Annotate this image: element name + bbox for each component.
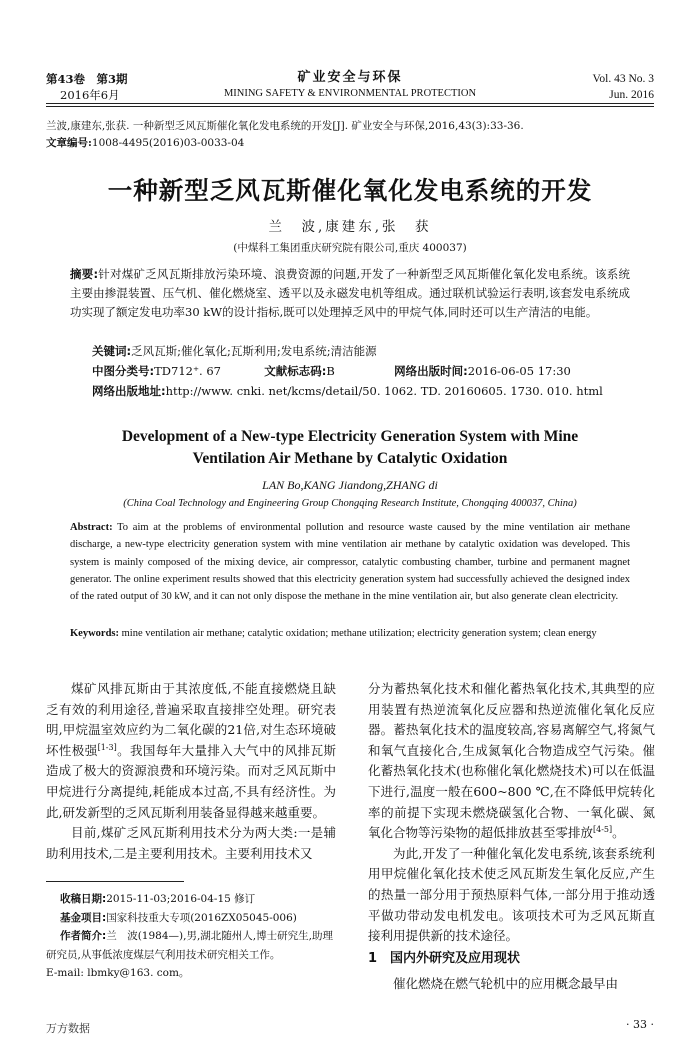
received-date: 收稿日期:2015-11-03;2016-04-15 修订 — [60, 893, 256, 905]
keywords-cn: 关键词:乏风瓦斯;催化氧化;瓦斯利用;发电系统;清洁能源 — [92, 344, 377, 358]
author-bio: 作者简介:兰 波(1984—),男,湖北随州人,博士研究生,助理研究员,从事低浓度煤层气利用技术研究相关工作。 — [46, 930, 333, 961]
citation-block — [46, 118, 656, 152]
body-column-right-continued — [368, 974, 655, 995]
online-url-line: 网络出版地址:http://www. cnki. net/kcms/detail/50. 1062. TD. 20160605. 1730. 010. html — [92, 384, 603, 398]
classification-line: 中图分类号:TD712⁺. 67 文献标志码:B 网络出版时间:2016-06-05 17:30 — [92, 364, 571, 378]
body-column-left — [46, 679, 336, 864]
header-volume-en — [593, 71, 654, 103]
online-url[interactable]: http://www. cnki. net/kcms/detail/50. 1062. TD. 20160605. 1730. 010. html — [165, 384, 603, 398]
header-rule-thin — [46, 106, 654, 107]
author-email[interactable]: E-mail: lbmky@163. com。 — [46, 967, 190, 979]
authors-en: LAN Bo,KANG Jiandong,ZHANG di — [262, 478, 438, 492]
date-en: Jun. 2016 — [609, 89, 654, 101]
footnote-rule — [46, 881, 184, 882]
volume-issue-cn: 第43卷 第3期 — [46, 72, 128, 86]
body-paragraph: 催化燃烧在燃气轮机中的应用概念最早由 — [393, 976, 619, 991]
abstract-en — [70, 519, 630, 605]
clc-number: TD712⁺. 67 — [154, 364, 221, 378]
title-en-line1: Development of a New-type Electricity Generation System with Mine — [121, 428, 579, 445]
volume-issue-en: Vol. 43 No. 3 — [592, 73, 654, 85]
title-cn: 一种新型乏风瓦斯催化氧化发电系统的开发 — [107, 176, 593, 205]
date-cn: 2016年6月 — [60, 88, 120, 102]
body-paragraph: 目前,煤矿乏风瓦斯利用技术分为两大类:一是辅助利用技术,二是主要利用技术。主要利用技术又 — [46, 825, 336, 861]
abstract-cn-label: 摘要: — [70, 267, 99, 281]
authors-cn: 兰 波,康建东,张 获 — [268, 219, 432, 235]
abstract-cn — [70, 265, 630, 322]
reference-mark[interactable]: [1-3] — [97, 742, 117, 752]
publish-time: 2016-06-05 17:30 — [467, 364, 571, 378]
article-number: 文章编号:1008-4495(2016)03-0033-04 — [46, 137, 245, 149]
body-column-right — [368, 679, 655, 947]
affiliation-cn: (中煤科工集团重庆研究院有限公司,重庆 400037) — [233, 242, 467, 254]
abstract-en-text: To aim at the problems of environmental pollution and resource waste caused by the mine ventilation air methane discharge, a new-type electricity generation system with mine ventilation air methane by catalytic oxidation was developed. This system is mainly composed of the mixing device, air compressor, catalytic combusting chamber, turbine and permanent magnet generator. The online experiment results showed that this electricity generation system had successfully achieved the designed index of the rated output of 30 kW, and it can not only dispose the methane in the mine ventilation air, but also generate clean electricity. — [70, 522, 630, 603]
journal-name-cn: 矿业安全与环保 — [297, 70, 403, 85]
section-heading-1: 1 国内外研究及应用现状 — [368, 951, 521, 966]
keywords-en: Keywords: mine ventilation air methane; catalytic oxidation; methane utilization; electricity generation system; clean energy — [70, 628, 597, 639]
abstract-cn-text: 针对煤矿乏风瓦斯排放污染环境、浪费资源的问题,开发了一种新型乏风瓦斯催化氧化发电系统。该系统主要由掺混装置、压气机、催化燃烧室、透平以及永磁发电机等组成。通过联机试验运行表明,该套发电系统成功实现了额定发电功率30 kW的设计指标,既可以处理掉乏风中的甲烷气体,同时还可以生产清洁的电能。 — [70, 267, 630, 319]
footnote — [46, 890, 336, 983]
watermark: 万方数据 — [46, 1022, 90, 1035]
affiliation-en: (China Coal Technology and Engineering Group Chongqing Research Institute, Chongqing 400037, China) — [123, 498, 577, 509]
document-code: B — [326, 364, 335, 378]
body-paragraph: 为此,开发了一种催化氧化发电系统,该套系统利用甲烷催化氧化技术使乏风瓦斯发生氧化反应,产生的热量一部分用于预热原料气体,一部分用于推动透平做功带动发电机发电。该项技术可为乏风瓦斯直接利用提供新的技术途径。 — [368, 845, 655, 944]
body-paragraph: 分为蓄热氧化技术和催化蓄热氧化技术,其典型的应用装置有热逆流氧化反应器和热逆流催化氧化反应器。蓄热氧化技术的温度较高,容易离解空气,将氮气和氧气直接化合,生成氮氧化合物造成空气污染。催化蓄热氧化技术(也称催化氧化燃烧技术)可以在低温下进行,温度一般在600~800 ℃,在不降低甲烷转化率的前提下实现未燃烧碳氢化合物、一氧化碳、氮氧化合物等污染物的超低排放甚至零排放[4-5]。 — [368, 681, 655, 841]
citation-reference: 兰波,康建东,张获. 一种新型乏风瓦斯催化氧化发电系统的开发[J]. 矿业安全与环保,2016,43(3):33-36. — [46, 120, 524, 132]
fund-project: 基金项目:国家科技重大专项(2016ZX05045-006) — [60, 911, 297, 924]
title-en — [0, 426, 700, 470]
title-en-line2: Ventilation Air Methane by Catalytic Oxidation — [192, 450, 508, 467]
reference-mark[interactable]: [4-5] — [593, 825, 613, 834]
journal-name-en: MINING SAFETY & ENVIRONMENTAL PROTECTION — [223, 88, 477, 99]
page-number: · 33 · — [626, 1018, 654, 1031]
header-rule — [46, 103, 654, 104]
body-paragraph: 煤矿风排瓦斯由于其浓度低,不能直接燃烧且缺乏有效的利用途径,普遍采取直接排空处理。研究表明,甲烷温室效应约为二氧化碳的21倍,对生态环境破坏性极强[1-3]。我国每年大量排入大气中的风排瓦斯造成了极大的资源浪费和环境污染。而对乏风瓦斯中甲烷进行分离提纯,耗能成本过高,不具有经济性。为此,研发新型的乏风瓦斯利用装备显得越来越重要。 — [46, 681, 336, 820]
abstract-en-label: Abstract: — [70, 522, 113, 533]
